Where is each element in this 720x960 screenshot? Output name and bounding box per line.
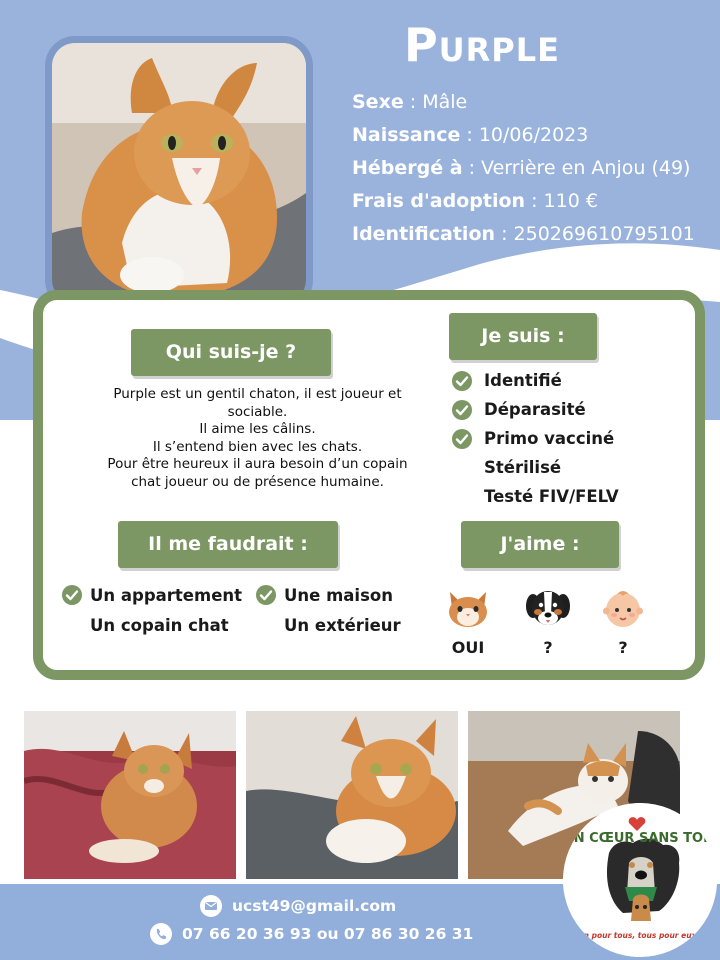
host-value: : Verrière en Anjou (49) xyxy=(462,157,691,179)
logo-top-text: UN CŒUR SANS TOIT xyxy=(563,831,717,846)
who-description xyxy=(90,386,425,491)
status-item-tested xyxy=(452,482,619,511)
phone-icon xyxy=(150,923,172,945)
needs-col-1 xyxy=(62,580,242,640)
check-circle-icon xyxy=(452,429,472,449)
baby-face-icon xyxy=(599,584,647,632)
like-children-answer: ? xyxy=(618,638,628,657)
like-children xyxy=(593,584,653,657)
host-row xyxy=(352,152,695,185)
status-title-pill: Je suis : xyxy=(449,313,597,360)
sex-row xyxy=(352,86,695,119)
like-cats-answer: OUI xyxy=(451,638,485,657)
need-outdoor: Un extérieur xyxy=(284,615,401,635)
phone-text[interactable]: 07 66 20 36 93 ou 07 86 30 26 31 xyxy=(182,925,474,943)
fee-label: Frais d'adoption xyxy=(352,190,526,212)
who-title-pill: Qui suis-je ? xyxy=(131,329,331,376)
who-line: chat joueur ou de présence humaine. xyxy=(131,473,384,490)
email-text[interactable]: ucst49@gmail.com xyxy=(232,897,397,915)
needs-col-2 xyxy=(256,580,401,640)
who-line: Pour être heureux il aura besoin d’un copain xyxy=(107,456,408,472)
fee-value: : 110 € xyxy=(531,190,598,212)
ginger-kitten-photo xyxy=(52,43,306,303)
mail-icon xyxy=(200,895,222,917)
status-label: Primo vacciné xyxy=(484,429,615,448)
status-label: Déparasité xyxy=(484,400,586,419)
likes-title-pill: J'aime : xyxy=(461,521,619,568)
gallery-photo-2 xyxy=(246,711,458,879)
status-item-dewormed xyxy=(452,395,619,424)
cat-face-icon xyxy=(444,584,492,632)
like-dogs xyxy=(518,584,578,657)
likes-row xyxy=(438,584,658,664)
who-line: sociable. xyxy=(227,403,288,420)
status-label: Identifié xyxy=(484,371,562,390)
host-label: Hébergé à xyxy=(352,157,463,179)
status-label: Stérilisé xyxy=(484,458,562,477)
id-label: Identification xyxy=(352,223,496,245)
need-house: Une maison xyxy=(284,585,393,605)
id-value: : 250269610795101 xyxy=(501,223,695,245)
who-line: Purple est un gentil chaton, il est joueur et xyxy=(113,386,402,402)
birth-label: Naissance xyxy=(352,124,461,146)
main-cat-photo xyxy=(45,36,313,310)
phone-contact[interactable] xyxy=(150,923,473,945)
logo-tagline: Un pour tous, tous pour eux ! xyxy=(577,931,703,940)
email-contact[interactable] xyxy=(200,895,396,917)
like-cats xyxy=(438,584,498,657)
cat-name-title: Purple xyxy=(403,18,561,72)
who-line: Il aime les câlins. xyxy=(199,421,316,437)
who-line: Il s’entend bien avec les chats. xyxy=(152,438,363,455)
kitten-on-gray-cushion-photo xyxy=(246,711,458,879)
check-circle-icon xyxy=(452,400,472,420)
dog-face-icon xyxy=(524,584,572,632)
sex-label: Sexe xyxy=(352,91,404,113)
status-item-identified xyxy=(452,366,619,395)
status-item-vaccinated xyxy=(452,424,619,453)
gallery-photo-1 xyxy=(24,711,236,879)
status-label: Testé FIV/FELV xyxy=(484,487,619,506)
association-logo xyxy=(563,803,717,957)
birth-row xyxy=(352,119,695,152)
check-circle-icon xyxy=(452,371,472,391)
birth-value: : 10/06/2023 xyxy=(466,124,589,146)
fee-row xyxy=(352,185,695,218)
need-cat-buddy: Un copain chat xyxy=(90,615,229,635)
like-dogs-answer: ? xyxy=(543,638,553,657)
check-circle-icon xyxy=(62,585,82,605)
id-row xyxy=(352,218,695,251)
sex-value: : Mâle xyxy=(409,91,468,113)
needs-title-pill: Il me faudrait : xyxy=(118,521,338,568)
status-list xyxy=(452,366,619,511)
check-circle-icon xyxy=(256,585,276,605)
kitten-on-red-blanket-photo xyxy=(24,711,236,879)
status-item-sterilized xyxy=(452,453,619,482)
info-block xyxy=(352,86,695,251)
need-apartment: Un appartement xyxy=(90,585,243,605)
